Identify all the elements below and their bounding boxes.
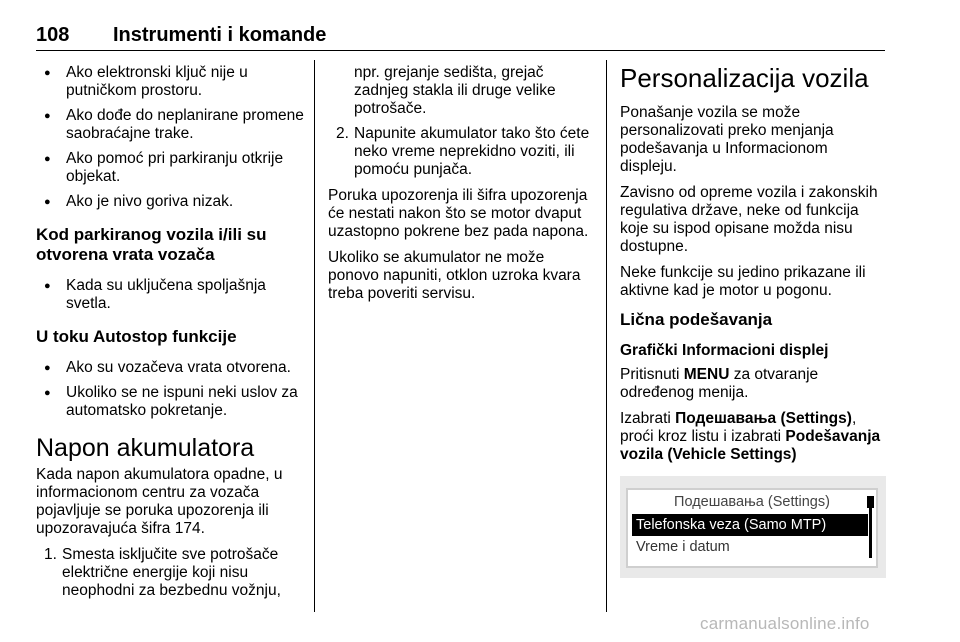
heading-personalization: Personalizacija vozila <box>620 63 869 93</box>
step-number: 1. <box>44 546 57 563</box>
column-3 <box>620 64 888 472</box>
list-item: ● Ako je nivo goriva nizak. <box>36 193 304 211</box>
numbered-steps <box>36 546 304 600</box>
personalization-intro: Ponašanje vozila se može personalizovati preko menjanja podešavanja u Informacionom displeju. <box>620 104 834 175</box>
step-item <box>328 125 596 179</box>
settings-instruction <box>620 410 888 464</box>
step-number: 2. <box>336 125 349 142</box>
heading-personal-settings: Lična podešavanja <box>620 310 773 329</box>
bullet-list-autostop <box>36 359 304 420</box>
numbered-steps-continued <box>328 64 596 179</box>
vehicle-settings-label: Podešavanja vozila (Vehicle Settings) <box>620 428 881 463</box>
watermark: carmanualsonline.info <box>700 614 870 633</box>
column-divider-1 <box>314 60 315 612</box>
menu-instruction-text: za otvaranje određenog menija. <box>620 366 819 401</box>
list-item: ● Ako elektronski ključ nije u putničkom prostoru. <box>36 64 304 100</box>
display-menu-item-selected: Telefonska veza (Samo MTP) <box>632 514 868 536</box>
menu-instruction <box>620 366 888 402</box>
bullet-list-parked <box>36 277 304 313</box>
list-item: ● Ako su vozačeva vrata otvorena. <box>36 359 304 377</box>
column-divider-2 <box>606 60 607 612</box>
warning-clear-paragraph: Poruka upozorenja ili šifra upozorenja će nestati nakon što se motor dvaput uzastopno pokrene bez pada napona. <box>328 187 589 240</box>
menu-key-label: MENU <box>683 366 730 383</box>
voltage-paragraph: Kada napon akumulatora opadne, u informacionom centru za vozača pojavljuje se poruka upozorenja ili upozoravajuća šifra 174. <box>36 466 283 537</box>
equipment-note: Zavisno od opreme vozila i zakonskih regulativa države, neke od funkcija koje su ispod opisane možda nisu dostupne. <box>620 184 878 255</box>
step-text: Smesta isključite sve potrošače električne energije koji nisu neophodni za bezbednu vožnju, <box>62 546 281 599</box>
step-item <box>36 546 304 600</box>
display-scrollbar-thumb <box>867 496 874 508</box>
display-title: Подешавања (Settings) <box>674 494 830 510</box>
list-item: ● Ako pomoć pri parkiranju otkrije objekat. <box>36 150 304 186</box>
column-2 <box>328 64 596 311</box>
list-item: ● Kada su uključena spoljašnja svetla. <box>36 277 304 313</box>
settings-menu-label: Подешавања (Settings) <box>675 410 852 427</box>
settings-instruction-text: , proći kroz listu i izabrati <box>620 410 857 445</box>
header-rule <box>36 50 885 51</box>
step-text: Napunite akumulator tako što ćete neko vreme neprekidno voziti, ili pomoću punjača. <box>354 125 590 178</box>
display-screen <box>626 488 878 568</box>
menu-instruction-text: Pritisnuti <box>620 366 684 383</box>
page-header <box>36 24 885 52</box>
engine-note: Neke funkcije su jedino prikazane ili aktivne kad je motor u pogonu. <box>620 264 866 299</box>
heading-parked-vehicle: Kod parkiranog vozila i/ili su otvorena vrata vozača <box>36 225 267 264</box>
settings-instruction-text: Izabrati <box>620 410 676 427</box>
display-menu-item: Vreme i datum <box>636 539 730 555</box>
heading-autostop: U toku Autostop funkcije <box>36 327 237 346</box>
service-paragraph: Ukoliko se akumulator ne može ponovo napuniti, otklon uzroka kvara treba poveriti servisu. <box>328 249 581 302</box>
list-item: ● Ako dođe do neplanirane promene saobraćajne trake. <box>36 107 304 143</box>
heading-battery-voltage: Napon akumulatora <box>36 434 255 462</box>
subheading-graphic-display: Grafički Informacioni displej <box>620 342 829 359</box>
step-continuation: npr. grejanje sedišta, grejač zadnjeg stakla ili druge velike potrošače. <box>354 64 556 117</box>
info-display-illustration <box>620 476 886 578</box>
bullet-list-warnings <box>36 64 304 211</box>
list-item: ● Ukoliko se ne ispuni neki uslov za automatsko pokretanje. <box>36 384 304 420</box>
column-1 <box>36 64 304 608</box>
page-number: 108 <box>36 24 70 46</box>
running-title: Instrumenti i komande <box>113 24 327 46</box>
